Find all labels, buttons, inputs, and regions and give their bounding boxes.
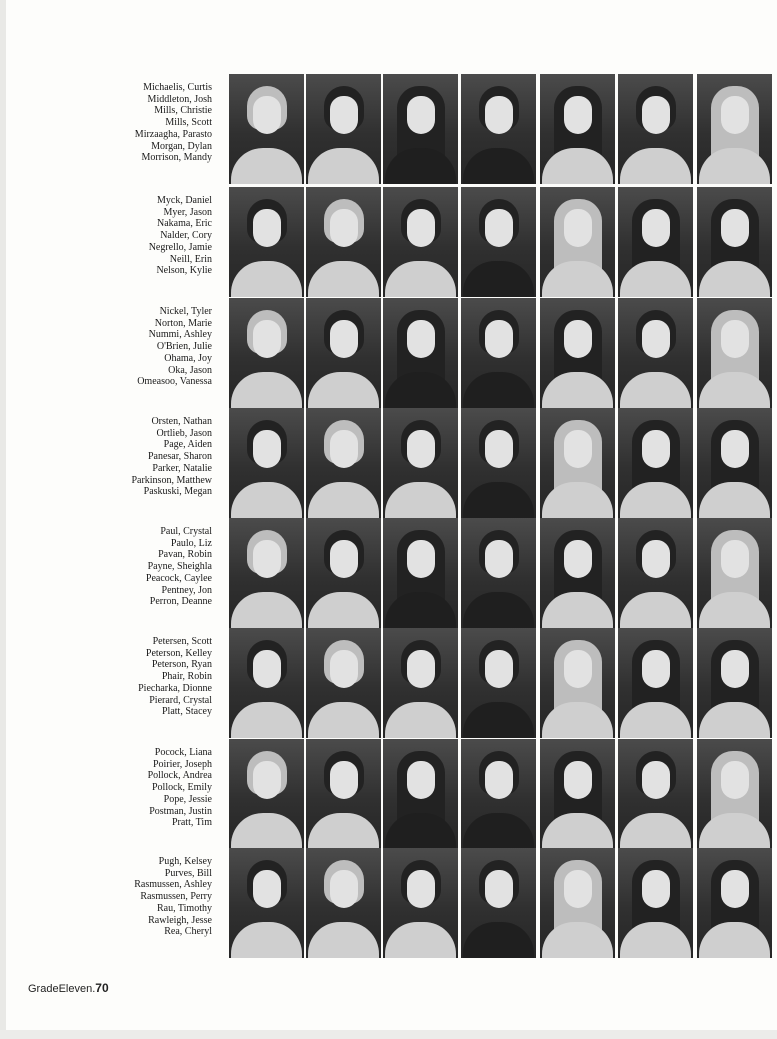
student-portrait bbox=[618, 298, 693, 408]
student-name: Paul, Crystal bbox=[160, 526, 212, 537]
portrait-face bbox=[564, 430, 592, 468]
student-name: Paskuski, Megan bbox=[143, 486, 212, 498]
student-name: Nakama, Eric bbox=[157, 218, 212, 230]
portrait-shoulders bbox=[463, 813, 534, 849]
portrait-face bbox=[642, 430, 670, 468]
portrait-shoulders bbox=[542, 148, 613, 184]
student-name: Mirzaagha, Parasto bbox=[134, 128, 212, 140]
student-portrait bbox=[229, 408, 304, 518]
student-name: Nummi, Ashley bbox=[148, 329, 212, 341]
student-name: Panesar, Sharon bbox=[147, 451, 212, 463]
student-portrait bbox=[229, 187, 304, 297]
portrait-face bbox=[721, 209, 749, 247]
student-portrait bbox=[306, 848, 381, 958]
portrait-face bbox=[721, 650, 749, 688]
student-name: Pope, Jessie bbox=[163, 793, 212, 805]
student-name: Myer, Jason bbox=[163, 206, 212, 218]
student-name: Rasmussen, Perry bbox=[140, 891, 212, 903]
portrait-shoulders bbox=[542, 372, 613, 408]
student-portrait bbox=[461, 848, 536, 958]
student-name: Nalder, Cory bbox=[160, 230, 212, 242]
student-portrait bbox=[540, 298, 615, 408]
portrait-shoulders bbox=[385, 813, 456, 849]
student-name: Poirier, Joseph bbox=[152, 758, 212, 770]
student-portrait bbox=[618, 74, 693, 184]
portrait-shoulders bbox=[231, 372, 302, 408]
portrait-face bbox=[485, 209, 513, 247]
portrait-shoulders bbox=[231, 592, 302, 628]
portrait-shoulders bbox=[231, 261, 302, 297]
portrait-face bbox=[721, 96, 749, 134]
student-name: Pocock, Liana bbox=[154, 747, 212, 758]
student-name: Nickel, Tyler bbox=[159, 306, 212, 317]
student-name: Ortlieb, Jason bbox=[156, 427, 212, 439]
footer-label: GradeEleven. bbox=[28, 983, 96, 995]
student-name: Rasmussen, Ashley bbox=[134, 879, 212, 891]
portrait-shoulders bbox=[308, 372, 379, 408]
student-portrait bbox=[229, 298, 304, 408]
student-portrait bbox=[383, 739, 458, 849]
portrait-face bbox=[642, 209, 670, 247]
student-portrait bbox=[306, 74, 381, 184]
student-portrait bbox=[383, 628, 458, 738]
student-name-list bbox=[138, 636, 212, 718]
portrait-face bbox=[253, 320, 281, 358]
student-name: Nelson, Kylie bbox=[156, 265, 212, 277]
student-name-list bbox=[149, 195, 212, 277]
portrait-face bbox=[564, 209, 592, 247]
portrait-shoulders bbox=[699, 261, 770, 297]
portrait-face bbox=[642, 320, 670, 358]
portrait-shoulders bbox=[308, 702, 379, 738]
student-name-list bbox=[135, 82, 212, 164]
portrait-shoulders bbox=[542, 592, 613, 628]
student-name: Rawleigh, Jesse bbox=[148, 914, 212, 926]
portrait-face bbox=[407, 320, 435, 358]
student-portrait bbox=[540, 739, 615, 849]
student-name: Pollock, Andrea bbox=[147, 770, 212, 782]
student-name: Peterson, Ryan bbox=[151, 659, 212, 671]
portrait-face bbox=[564, 650, 592, 688]
portrait-face bbox=[721, 870, 749, 908]
portrait-face bbox=[407, 430, 435, 468]
student-portrait bbox=[306, 739, 381, 849]
student-portrait bbox=[383, 848, 458, 958]
portrait-face bbox=[253, 540, 281, 578]
student-portrait bbox=[461, 518, 536, 628]
student-portrait bbox=[618, 739, 693, 849]
portrait-shoulders bbox=[542, 482, 613, 518]
portrait-shoulders bbox=[620, 922, 691, 958]
student-portrait bbox=[540, 187, 615, 297]
portrait-section bbox=[0, 848, 777, 960]
portrait-shoulders bbox=[620, 813, 691, 849]
student-portrait bbox=[697, 298, 772, 408]
student-portrait bbox=[229, 848, 304, 958]
student-name: Neill, Erin bbox=[169, 253, 212, 265]
student-name: Orsten, Nathan bbox=[151, 416, 212, 427]
student-portrait bbox=[461, 74, 536, 184]
portrait-face bbox=[721, 320, 749, 358]
student-name: Payne, Sheighla bbox=[147, 561, 212, 573]
student-portrait bbox=[540, 74, 615, 184]
portrait-shoulders bbox=[699, 922, 770, 958]
student-name: Parkinson, Matthew bbox=[131, 474, 212, 486]
student-name: Pratt, Tim bbox=[171, 817, 212, 829]
student-portrait bbox=[618, 408, 693, 518]
portrait-shoulders bbox=[308, 482, 379, 518]
portrait-section bbox=[0, 298, 777, 410]
portrait-face bbox=[642, 761, 670, 799]
portrait-face bbox=[564, 96, 592, 134]
student-name: Paulo, Liz bbox=[170, 537, 212, 549]
portrait-face bbox=[485, 870, 513, 908]
portrait-face bbox=[330, 96, 358, 134]
student-name: Peacock, Caylee bbox=[145, 572, 212, 584]
student-portrait bbox=[618, 518, 693, 628]
student-portrait bbox=[697, 628, 772, 738]
student-portrait bbox=[461, 628, 536, 738]
portrait-shoulders bbox=[699, 372, 770, 408]
portrait-face bbox=[330, 761, 358, 799]
portrait-shoulders bbox=[231, 813, 302, 849]
student-portrait bbox=[618, 848, 693, 958]
student-portrait bbox=[306, 298, 381, 408]
portrait-shoulders bbox=[542, 261, 613, 297]
student-name-list bbox=[134, 856, 212, 938]
portrait-shoulders bbox=[620, 148, 691, 184]
student-name: Perron, Deanne bbox=[149, 596, 212, 608]
student-name: Rea, Cheryl bbox=[164, 926, 212, 938]
student-portrait bbox=[540, 408, 615, 518]
portrait-shoulders bbox=[231, 922, 302, 958]
student-name: Pavan, Robin bbox=[158, 549, 212, 561]
portrait-shoulders bbox=[385, 702, 456, 738]
student-portrait bbox=[540, 628, 615, 738]
student-name: Morgan, Dylan bbox=[151, 140, 212, 152]
student-portrait bbox=[229, 74, 304, 184]
student-portrait bbox=[540, 848, 615, 958]
student-name: Parker, Natalie bbox=[152, 462, 212, 474]
portrait-face bbox=[330, 320, 358, 358]
portrait-section bbox=[0, 187, 777, 299]
student-name: Pentney, Jon bbox=[161, 584, 212, 596]
student-portrait bbox=[306, 628, 381, 738]
student-name: Peterson, Kelley bbox=[145, 647, 212, 659]
portrait-shoulders bbox=[231, 148, 302, 184]
portrait-face bbox=[642, 650, 670, 688]
student-name: Myck, Daniel bbox=[157, 195, 212, 206]
student-name: Mills, Scott bbox=[165, 117, 212, 129]
portrait-shoulders bbox=[463, 372, 534, 408]
portrait-section bbox=[0, 628, 777, 740]
student-name: Phair, Robin bbox=[161, 671, 212, 683]
portrait-face bbox=[407, 870, 435, 908]
student-name: Norton, Marie bbox=[154, 317, 212, 329]
portrait-shoulders bbox=[542, 702, 613, 738]
student-portrait bbox=[697, 739, 772, 849]
portrait-shoulders bbox=[699, 482, 770, 518]
student-portrait bbox=[229, 628, 304, 738]
student-name: Michaelis, Curtis bbox=[143, 82, 212, 93]
portrait-face bbox=[564, 761, 592, 799]
student-name-list bbox=[148, 747, 212, 829]
student-portrait bbox=[697, 74, 772, 184]
portrait-shoulders bbox=[308, 261, 379, 297]
student-name: Page, Aiden bbox=[163, 439, 212, 451]
student-name: Middleton, Josh bbox=[147, 93, 212, 105]
portrait-face bbox=[407, 761, 435, 799]
portrait-shoulders bbox=[620, 261, 691, 297]
portrait-face bbox=[407, 650, 435, 688]
student-name: Morrison, Mandy bbox=[141, 152, 212, 164]
portrait-face bbox=[330, 209, 358, 247]
portrait-face bbox=[253, 761, 281, 799]
page-footer bbox=[28, 981, 109, 995]
student-name: Piecharka, Dionne bbox=[138, 682, 212, 694]
portrait-shoulders bbox=[542, 922, 613, 958]
student-portrait bbox=[461, 187, 536, 297]
student-portrait bbox=[383, 187, 458, 297]
student-portrait bbox=[461, 739, 536, 849]
portrait-shoulders bbox=[231, 482, 302, 518]
student-portrait bbox=[383, 298, 458, 408]
student-portrait bbox=[306, 187, 381, 297]
student-portrait bbox=[383, 74, 458, 184]
portrait-shoulders bbox=[699, 813, 770, 849]
portrait-face bbox=[407, 540, 435, 578]
portrait-shoulders bbox=[463, 261, 534, 297]
student-portrait bbox=[618, 628, 693, 738]
student-portrait bbox=[461, 408, 536, 518]
portrait-shoulders bbox=[699, 702, 770, 738]
portrait-shoulders bbox=[231, 702, 302, 738]
student-portrait bbox=[540, 518, 615, 628]
student-portrait bbox=[461, 298, 536, 408]
student-name: Rau, Timothy bbox=[156, 902, 212, 914]
page-number: 70 bbox=[95, 981, 109, 995]
portrait-shoulders bbox=[385, 482, 456, 518]
portrait-face bbox=[642, 540, 670, 578]
student-portrait bbox=[697, 848, 772, 958]
portrait-face bbox=[564, 540, 592, 578]
student-portrait bbox=[697, 408, 772, 518]
student-name: Purves, Bill bbox=[164, 867, 212, 879]
portrait-shoulders bbox=[385, 372, 456, 408]
portrait-shoulders bbox=[463, 148, 534, 184]
portrait-face bbox=[407, 209, 435, 247]
portrait-shoulders bbox=[308, 813, 379, 849]
student-portrait bbox=[383, 518, 458, 628]
portrait-face bbox=[253, 650, 281, 688]
portrait-face bbox=[253, 870, 281, 908]
portrait-face bbox=[564, 870, 592, 908]
portrait-shoulders bbox=[308, 922, 379, 958]
student-portrait bbox=[229, 518, 304, 628]
portrait-shoulders bbox=[620, 702, 691, 738]
portrait-face bbox=[485, 650, 513, 688]
portrait-face bbox=[721, 540, 749, 578]
portrait-face bbox=[253, 96, 281, 134]
student-portrait bbox=[618, 187, 693, 297]
portrait-face bbox=[721, 430, 749, 468]
portrait-face bbox=[485, 96, 513, 134]
portrait-shoulders bbox=[385, 922, 456, 958]
portrait-shoulders bbox=[699, 148, 770, 184]
student-name: Petersen, Scott bbox=[152, 636, 212, 647]
student-name: Pierard, Crystal bbox=[149, 694, 212, 706]
portrait-face bbox=[330, 870, 358, 908]
student-name: Mills, Christie bbox=[154, 105, 212, 117]
portrait-face bbox=[253, 209, 281, 247]
portrait-shoulders bbox=[463, 702, 534, 738]
portrait-face bbox=[485, 320, 513, 358]
portrait-shoulders bbox=[542, 813, 613, 849]
portrait-shoulders bbox=[620, 482, 691, 518]
portrait-face bbox=[330, 540, 358, 578]
portrait-section bbox=[0, 74, 777, 186]
student-name: Pollock, Emily bbox=[152, 782, 212, 794]
portrait-face bbox=[485, 540, 513, 578]
portrait-shoulders bbox=[620, 372, 691, 408]
portrait-face bbox=[485, 430, 513, 468]
student-portrait bbox=[697, 518, 772, 628]
student-name: Platt, Stacey bbox=[162, 706, 212, 718]
portrait-section bbox=[0, 739, 777, 851]
student-name: Oka, Jason bbox=[168, 364, 212, 376]
portrait-section bbox=[0, 408, 777, 520]
student-portrait bbox=[229, 739, 304, 849]
portrait-shoulders bbox=[385, 592, 456, 628]
portrait-face bbox=[485, 761, 513, 799]
student-portrait bbox=[306, 408, 381, 518]
student-name-list bbox=[137, 306, 212, 388]
portrait-face bbox=[642, 96, 670, 134]
student-portrait bbox=[383, 408, 458, 518]
student-name-list bbox=[131, 416, 212, 498]
student-name: O'Brien, Julie bbox=[156, 341, 212, 353]
portrait-shoulders bbox=[463, 592, 534, 628]
student-name: Negrello, Jamie bbox=[148, 241, 212, 253]
portrait-shoulders bbox=[463, 922, 534, 958]
page-edge-bottom bbox=[0, 1030, 777, 1039]
student-name: Postman, Justin bbox=[149, 805, 212, 817]
portrait-shoulders bbox=[620, 592, 691, 628]
portrait-face bbox=[330, 650, 358, 688]
portrait-face bbox=[253, 430, 281, 468]
portrait-shoulders bbox=[463, 482, 534, 518]
portrait-shoulders bbox=[308, 148, 379, 184]
portrait-face bbox=[642, 870, 670, 908]
student-portrait bbox=[306, 518, 381, 628]
portrait-face bbox=[330, 430, 358, 468]
portrait-shoulders bbox=[385, 261, 456, 297]
portrait-shoulders bbox=[699, 592, 770, 628]
portrait-section bbox=[0, 518, 777, 630]
student-name-list bbox=[146, 526, 212, 608]
portrait-face bbox=[407, 96, 435, 134]
portrait-face bbox=[721, 761, 749, 799]
student-name: Ohama, Joy bbox=[164, 352, 212, 364]
student-name: Omeasoo, Vanessa bbox=[137, 376, 212, 388]
portrait-shoulders bbox=[308, 592, 379, 628]
student-portrait bbox=[697, 187, 772, 297]
student-name: Pugh, Kelsey bbox=[158, 856, 212, 867]
portrait-shoulders bbox=[385, 148, 456, 184]
portrait-face bbox=[564, 320, 592, 358]
